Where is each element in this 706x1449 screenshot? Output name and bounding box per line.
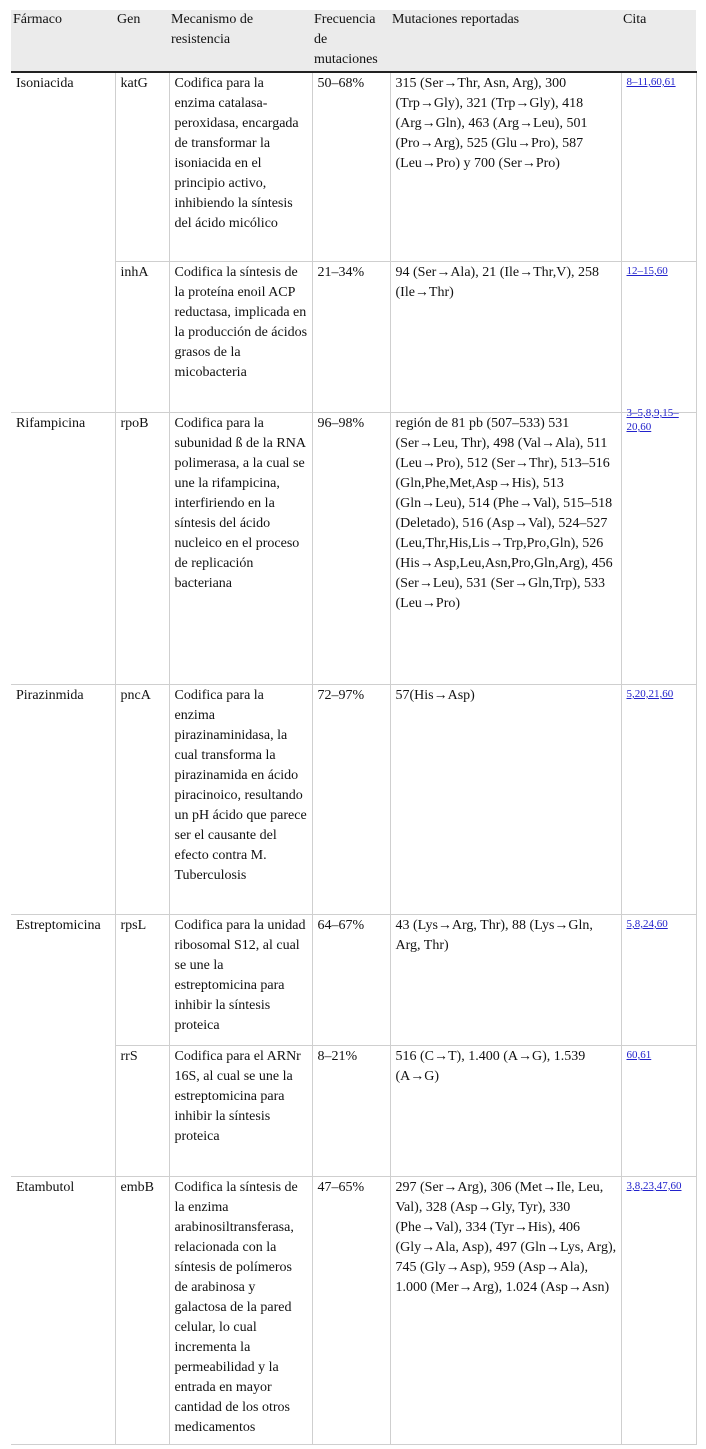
header-row — [11, 10, 696, 72]
citation-link[interactable]: 5,20,21,60 — [626, 688, 674, 700]
gene-cell: rrS — [115, 1046, 169, 1177]
header-frecuencia: Frecuencia de mutaciones — [312, 10, 390, 72]
frequency-cell: 8–21% — [312, 1046, 390, 1177]
drug-cell: Isoniacida — [16, 76, 74, 91]
gene-cell: inhA — [115, 262, 169, 413]
gene-cell: pncA — [115, 685, 169, 915]
drug-cell: Pirazinmida — [11, 685, 115, 915]
drug-resistance-table — [11, 10, 697, 1445]
table-row — [11, 72, 696, 262]
mechanism-cell: Codifica la síntesis de la proteína enoil ACP reductasa, implicada en la producción de ácidos grasos de la micobacteria — [169, 262, 312, 413]
citation-link[interactable]: 60,61 — [626, 1049, 652, 1061]
table-row — [11, 262, 696, 413]
mutations-cell: 57(His→Asp) — [390, 685, 621, 915]
citation-cell — [621, 915, 696, 1046]
header-cita: Cita — [621, 10, 696, 72]
gene-cell: embB — [115, 1177, 169, 1445]
mechanism-cell: Codifica para la unidad ribosomal S12, al cual se une la estreptomicina para inhibir la síntesis proteica — [169, 915, 312, 1046]
table-row — [11, 1046, 696, 1177]
drug-cell: Estreptomicina — [16, 918, 101, 933]
frequency-cell: 72–97% — [312, 685, 390, 915]
mutations-cell: 315 (Ser→Thr, Asn, Arg), 300 (Trp→Gly), 321 (Trp→Gly), 418 (Arg→Gln), 463 (Arg→Leu), 501 (Pro→Arg), 525 (Glu→Pro), 587 (Leu→Pro) y 700 (Ser→Pro) — [390, 72, 621, 262]
table-row — [11, 413, 696, 685]
header-mecanismo: Mecanismo de resistencia — [169, 10, 312, 72]
citation-link[interactable]: 8–11,60,61 — [626, 76, 676, 88]
mechanism-cell: Codifica la síntesis de la enzima arabinosiltransferasa, relacionada con la síntesis de polímeros de arabinosa y galactosa de la pared celular, lo cual incrementa la permeabilidad y la entrada en mayor cantidad de los otros medicamentos — [169, 1177, 312, 1445]
citation-cell — [621, 262, 696, 413]
gene-cell: rpoB — [115, 413, 169, 685]
frequency-cell: 64–67% — [312, 915, 390, 1046]
table-body — [11, 72, 696, 1445]
header-gen: Gen — [115, 10, 169, 72]
frequency-cell: 96–98% — [312, 413, 390, 685]
table-header — [11, 10, 696, 72]
mechanism-cell: Codifica para la enzima catalasa-peroxidasa, encargada de transformar la isoniacida en el principio activo, inhibiendo la síntesis del ácido micólico — [169, 72, 312, 262]
mutations-cell: 516 (C→T), 1.400 (A→G), 1.539 (A→G) — [390, 1046, 621, 1177]
gene-cell: katG — [115, 72, 169, 262]
mechanism-cell: Codifica para la subunidad ß de la RNA polimerasa, a la cual se une la rifampicina, interfiriendo en la síntesis del ácido nucleico en el proceso de replicación bacteriana — [169, 413, 312, 685]
citation-link[interactable]: 12–15,60 — [626, 265, 668, 277]
citation-cell — [621, 1046, 696, 1177]
drug-cell — [11, 1046, 115, 1177]
citation-link[interactable]: 3,8,23,47,60 — [626, 1180, 682, 1192]
header-farmaco: Fármaco — [11, 10, 115, 72]
table-row — [11, 915, 696, 1046]
table-row — [11, 685, 696, 915]
drug-cell: Etambutol — [11, 1177, 115, 1445]
mutations-cell: 43 (Lys→Arg, Thr), 88 (Lys→Gln, Arg, Thr) — [390, 915, 621, 1046]
citation-cell — [621, 407, 696, 685]
frequency-cell: 47–65% — [312, 1177, 390, 1445]
table-row — [11, 1177, 696, 1445]
header-mutaciones: Mutaciones reportadas — [390, 10, 621, 72]
resistance-table-container — [11, 10, 696, 1445]
frequency-cell: 21–34% — [312, 262, 390, 413]
citation-cell — [621, 72, 696, 262]
drug-cell: Rifampicina — [11, 413, 115, 685]
mutations-cell: región de 81 pb (507–533) 531 (Ser→Leu, Thr), 498 (Val→Ala), 511 (Leu→Pro), 512 (Ser→Thr), 513–516 (Gln,Phe,Met,Asp→His), 513 (Gln→Leu), 514 (Phe→Val), 515–518 (Deletado), 516 (Asp→Val), 524–527 (Leu,Thr,His,Lis→Trp,Pro,Gln), 526 (His→Asp,Leu,Asn,Pro,Gln,Arg), 456 (Ser→Leu), 531 (Ser→Gln,Trp), 533 (Leu→Pro) — [390, 413, 621, 685]
gene-cell: rpsL — [115, 915, 169, 1046]
drug-cell — [11, 262, 115, 413]
mechanism-cell: Codifica para el ARNr 16S, al cual se une la estreptomicina para inhibir la síntesis proteica — [169, 1046, 312, 1177]
mutations-cell: 94 (Ser→Ala), 21 (Ile→Thr,V), 258 (Ile→Thr) — [390, 262, 621, 413]
citation-link[interactable]: 5,8,24,60 — [626, 918, 668, 930]
citation-cell — [621, 685, 696, 915]
mutations-cell: 297 (Ser→Arg), 306 (Met→Ile, Leu, Val), 328 (Asp→Gly, Tyr), 330 (Phe→Val), 334 (Tyr→His), 406 (Gly→Ala, Asp), 497 (Gln→Lys, Arg), 745 (Gly→Asp), 959 (Asp→Ala), 1.000 (Mer→Arg), 1.024 (Asp→Asn) — [390, 1177, 621, 1445]
frequency-cell: 50–68% — [312, 72, 390, 262]
mechanism-cell: Codifica para la enzima pirazinaminidasa, la cual transforma la pirazinamida en ácido piracinoico, resultando un pH ácido que parece ser el causante del efecto contra M. Tuberculosis — [169, 685, 312, 915]
citation-cell — [621, 1177, 696, 1445]
citation-link[interactable]: 3–5,8,9,15–20,60 — [626, 407, 679, 433]
